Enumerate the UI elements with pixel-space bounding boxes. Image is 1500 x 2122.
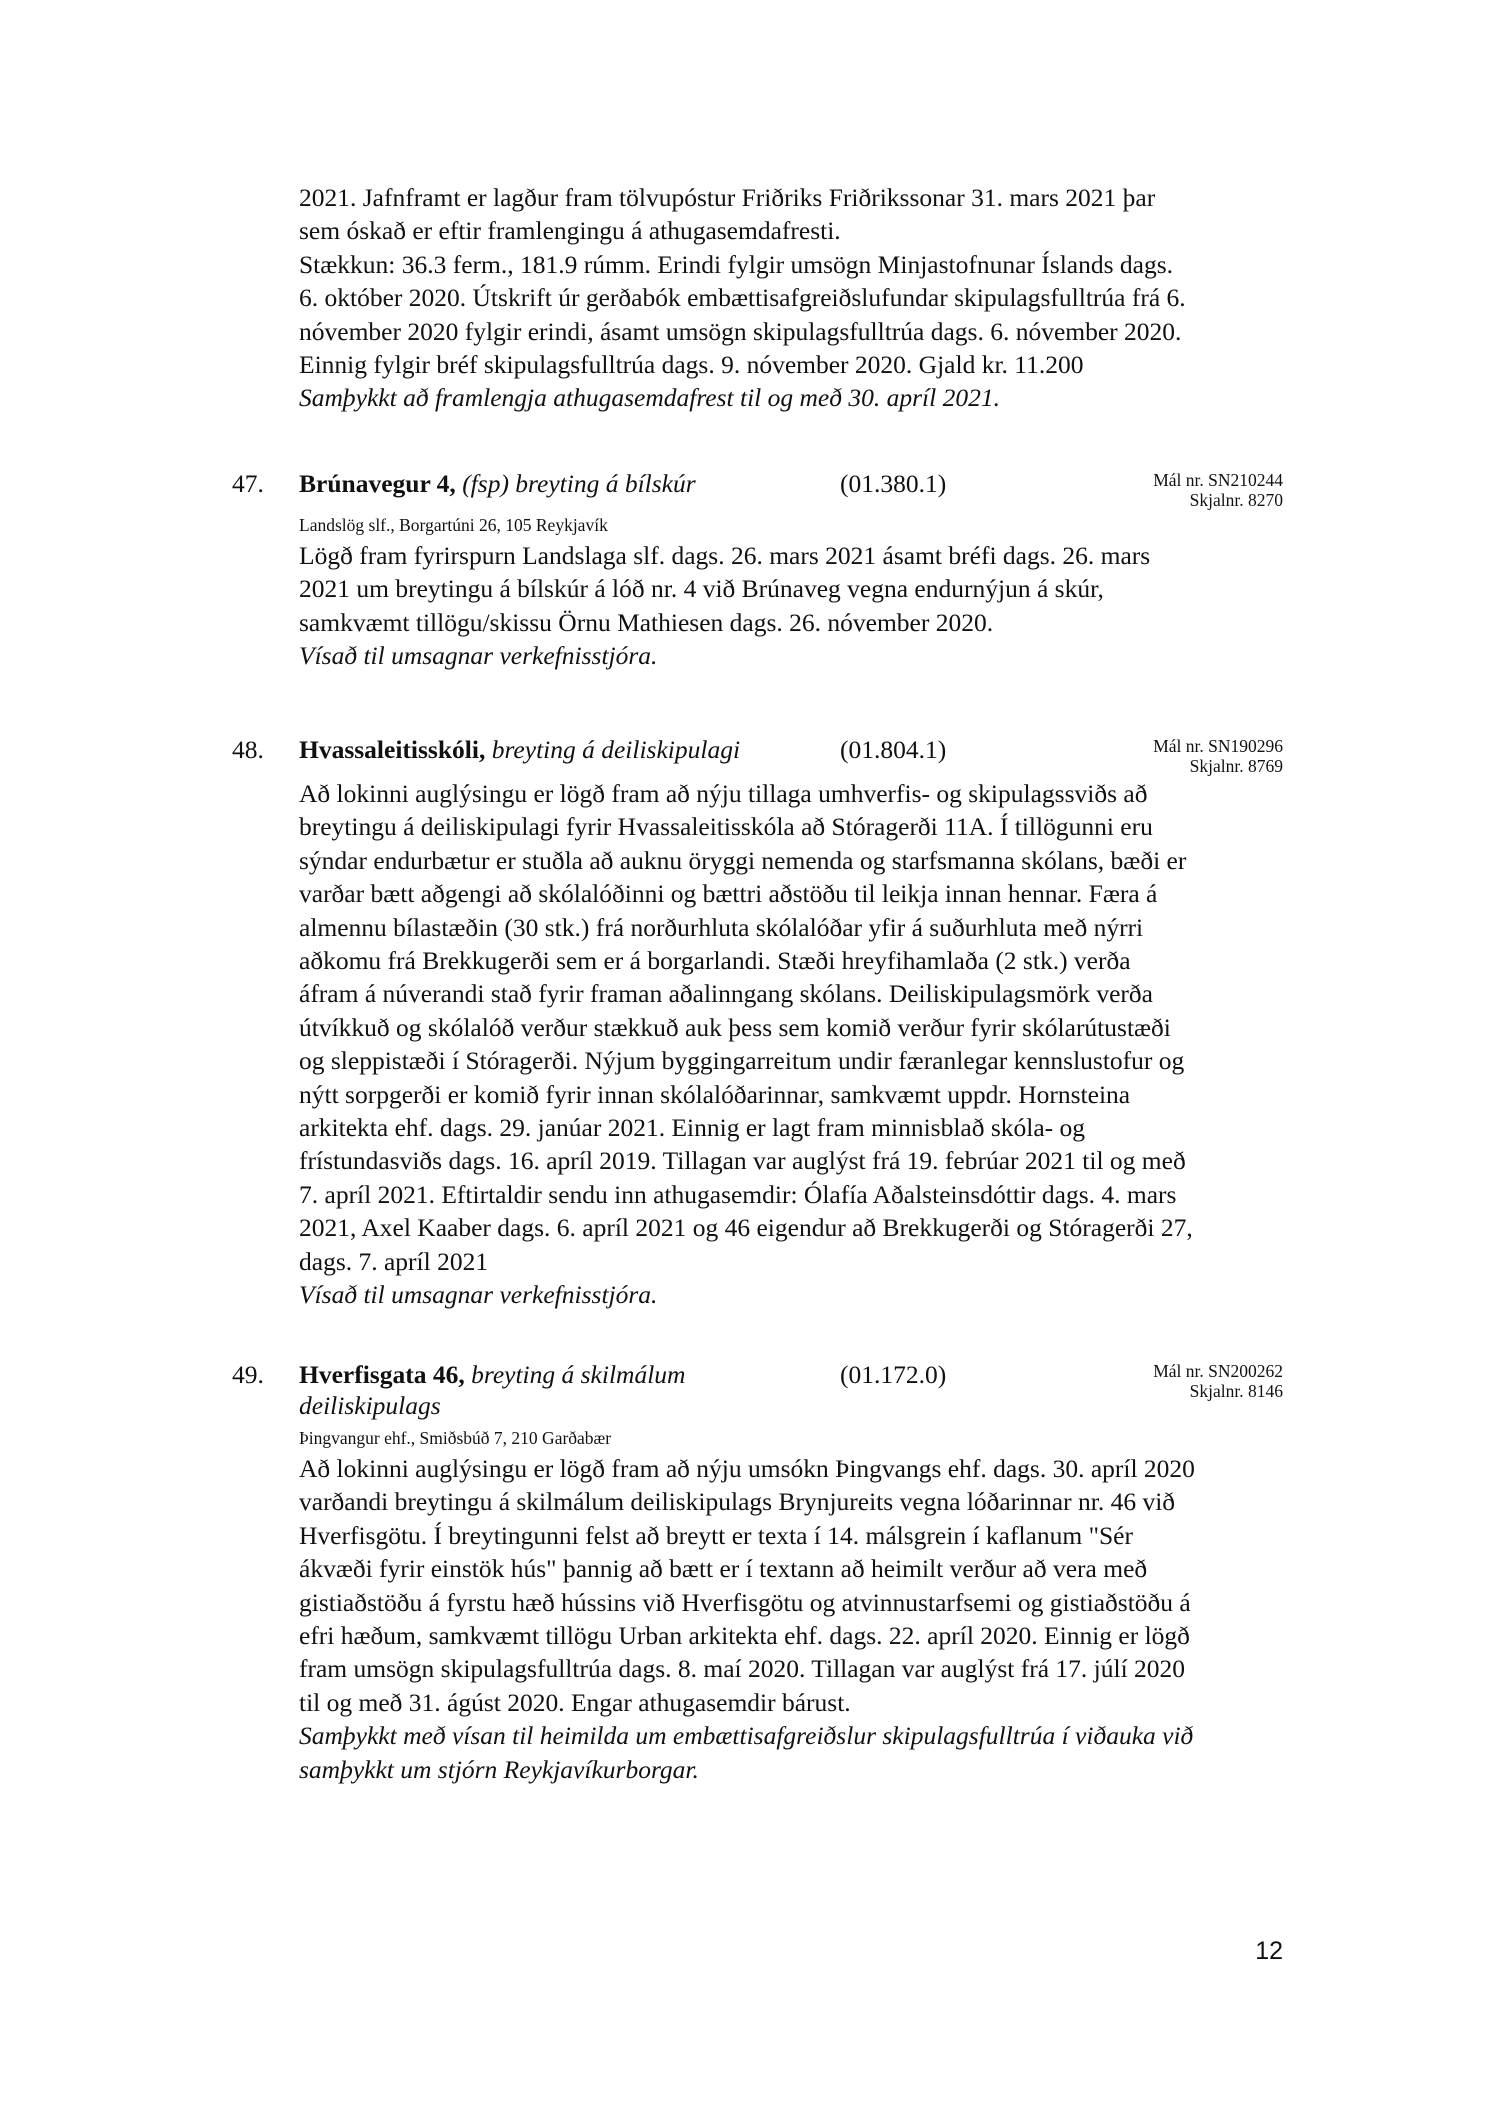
item-number: 48. <box>232 735 264 764</box>
text-line: nýtt sorpgerði er komið fyrir innan skólalóðarinnar, samkvæmt uppdr. Hornsteina <box>299 1079 1131 1109</box>
item-title <box>299 1358 685 1391</box>
item-code: (01.172.0) <box>840 1360 947 1389</box>
item-title-italic: breyting á skilmálum <box>471 1360 686 1389</box>
text-line: sem óskað er eftir framlengingu á athugasemdafresti. <box>299 216 841 246</box>
item-title <box>299 733 740 766</box>
text-line: Að lokinni auglýsingu er lögð fram að nýju umsókn Þingvangs ehf. dags. 30. apríl 2020 <box>299 1454 1195 1483</box>
text-line: Stækkun: 36.3 ferm., 181.9 rúmm. Erindi fylgir umsögn Minjastofnunar Íslands dags. <box>299 249 1174 279</box>
text-line: aðkomu frá Brekkugerði sem er á borgarlandi. Stæði hreyfihamlaða (2 stk.) verða <box>299 946 1131 976</box>
text-line: Að lokinni auglýsingu er lögð fram að nýju tillaga umhverfis- og skipulagssviðs að <box>299 779 1148 808</box>
item-body <box>299 777 1283 1312</box>
text-line: áfram á núverandi stað fyrir framan aðalinngang skólans. Deiliskipulagsmörk verða <box>299 979 1153 1009</box>
applicant: Landslög slf., Borgartúni 26, 105 Reykjavík <box>299 515 608 535</box>
text-line: nóvember 2020 fylgir erindi, ásamt umsögn skipulagsfulltrúa dags. 6. nóvember 2020. <box>299 316 1182 346</box>
mal-nr: Mál nr. SN200262 <box>1153 1361 1283 1381</box>
item-number: 47. <box>232 469 264 498</box>
text-line: varðar bætt aðgengi að skólalóðinni og bættri aðstöðu til leikja innan hennar. Færa á <box>299 879 1158 909</box>
case-reference <box>1153 1361 1283 1401</box>
text-line: gistiaðstöðu á fyrstu hæð hússins við Hverfisgötu og atvinnustarfsemi og gistiaðstöðu á <box>299 1587 1191 1617</box>
decision-text: Samþykkt með vísan til heimilda um embættisafgreiðslur skipulagsfulltrúa í viðauka við <box>299 1721 1194 1751</box>
item-title-continuation <box>299 1389 441 1422</box>
text-line: dags. 7. apríl 2021 <box>299 1246 489 1276</box>
decision-text: Vísað til umsagnar verkefnisstjóra. <box>299 1280 658 1310</box>
text-line: arkitekta ehf. dags. 29. janúar 2021. Einnig er lagt fram minnisblað skóla- og <box>299 1113 1086 1143</box>
text-line: og sleppistæði í Stóragerði. Nýjum byggingarreitum undir færanlegar kennslustofur og <box>299 1046 1185 1076</box>
text-line: Hverfisgötu. Í breytingunni felst að breytt er texta í 14. málsgrein í kaflanum "Sér <box>299 1520 1133 1550</box>
text-line: 2021 um breytingu á bílskúr á lóð nr. 4 við Brúnaveg vegna endurnýjun á skúr, <box>299 574 1104 604</box>
skjal-nr: Skjalnr. 8769 <box>1189 756 1283 776</box>
text-line: breytingu á deiliskipulagi fyrir Hvassaleitisskóla að Stóragerði 11A. Í tillögunni eru <box>299 812 1153 842</box>
skjal-nr: Skjalnr. 8270 <box>1189 490 1283 510</box>
item-code: (01.380.1) <box>840 469 947 498</box>
decision-text: Vísað til umsagnar verkefnisstjóra. <box>299 641 658 671</box>
text-line: frístundasviðs dags. 16. apríl 2019. Tillagan var auglýst frá 19. febrúar 2021 til og með <box>299 1146 1186 1176</box>
text-line: Einnig fylgir bréf skipulagsfulltrúa dags. 9. nóvember 2020. Gjald kr. 11.200 <box>299 350 1084 380</box>
mal-nr: Mál nr. SN210244 <box>1153 470 1283 490</box>
applicant: Þingvangur ehf., Smiðsbúð 7, 210 Garðabær <box>299 1428 612 1448</box>
item-title <box>299 467 696 500</box>
text-line: sýndar endurbætur er stuðla að auknu öryggi nemenda og starfsmanna skólans, bæði er <box>299 845 1187 875</box>
text-line: fram umsögn skipulagsfulltrúa dags. 8. maí 2020. Tillagan var auglýst frá 17. júlí 2020 <box>299 1654 1186 1684</box>
skjal-nr: Skjalnr. 8146 <box>1189 1381 1283 1401</box>
item-code: (01.804.1) <box>840 735 947 764</box>
text-line: varðandi breytingu á skilmálum deiliskipulags Brynjureits vegna lóðarinnar nr. 46 við <box>299 1487 1176 1517</box>
item-title-bold: Hverfisgata 46, <box>299 1360 465 1389</box>
item-body <box>299 539 1283 673</box>
case-reference <box>1153 736 1283 776</box>
continuation-text <box>299 181 1283 415</box>
text-line: almennu bílastæðin (30 stk.) frá norðurhluta skólalóðar yfir á suðurhluta með nýrri <box>299 912 1144 942</box>
text-line: Lögð fram fyrirspurn Landslaga slf. dags. 26. mars 2021 ásamt bréfi dags. 26. mars <box>299 541 1151 570</box>
mal-nr: Mál nr. SN190296 <box>1153 736 1283 756</box>
text-line: samkvæmt tillögu/skissu Örnu Mathiesen dags. 26. nóvember 2020. <box>299 607 994 637</box>
decision-text: Samþykkt að framlengja athugasemdafrest til og með 30. apríl 2021. <box>299 383 1000 413</box>
item-title-italic: breyting á deiliskipulagi <box>491 735 741 764</box>
item-title-italic: (fsp) breyting á bílskúr <box>462 469 696 498</box>
text-line: útvíkkuð og skólalóð verður stækkuð auk þess sem komið verður fyrir skólarútustæði <box>299 1012 1171 1042</box>
text-line: 7. apríl 2021. Eftirtaldir sendu inn athugasemdir: Ólafía Aðalsteinsdóttir dags. 4. mars <box>299 1179 1177 1209</box>
item-title-bold: Hvassaleitisskóli, <box>299 735 486 764</box>
page-number: 12 <box>1255 1937 1283 1965</box>
item-body <box>299 1452 1283 1786</box>
case-reference <box>1153 470 1283 510</box>
text-line: ákvæði fyrir einstök hús" þannig að bætt er í textann að heimilt verður að vera með <box>299 1554 1148 1584</box>
text-line: til og með 31. ágúst 2020. Engar athugasemdir bárust. <box>299 1687 851 1717</box>
item-title-bold: Brúnavegur 4, <box>299 469 456 498</box>
text-line: 2021, Axel Kaaber dags. 6. apríl 2021 og 46 eigendur að Brekkugerði og Stóragerði 27, <box>299 1213 1193 1243</box>
text-line: 6. október 2020. Útskrift úr gerðabók embættisafgreiðslufundar skipulagsfulltrúa frá 6. <box>299 283 1186 313</box>
text-line: 2021. Jafnframt er lagður fram tölvupóstur Friðriks Friðrikssonar 31. mars 2021 þar <box>299 183 1156 212</box>
item-number: 49. <box>232 1360 264 1389</box>
item-title-italic: deiliskipulags <box>299 1391 441 1420</box>
decision-text: samþykkt um stjórn Reykjavíkurborgar. <box>299 1754 699 1784</box>
text-line: efri hæðum, samkvæmt tillögu Urban arkitekta ehf. dags. 22. apríl 2020. Einnig er lögð <box>299 1621 1190 1651</box>
